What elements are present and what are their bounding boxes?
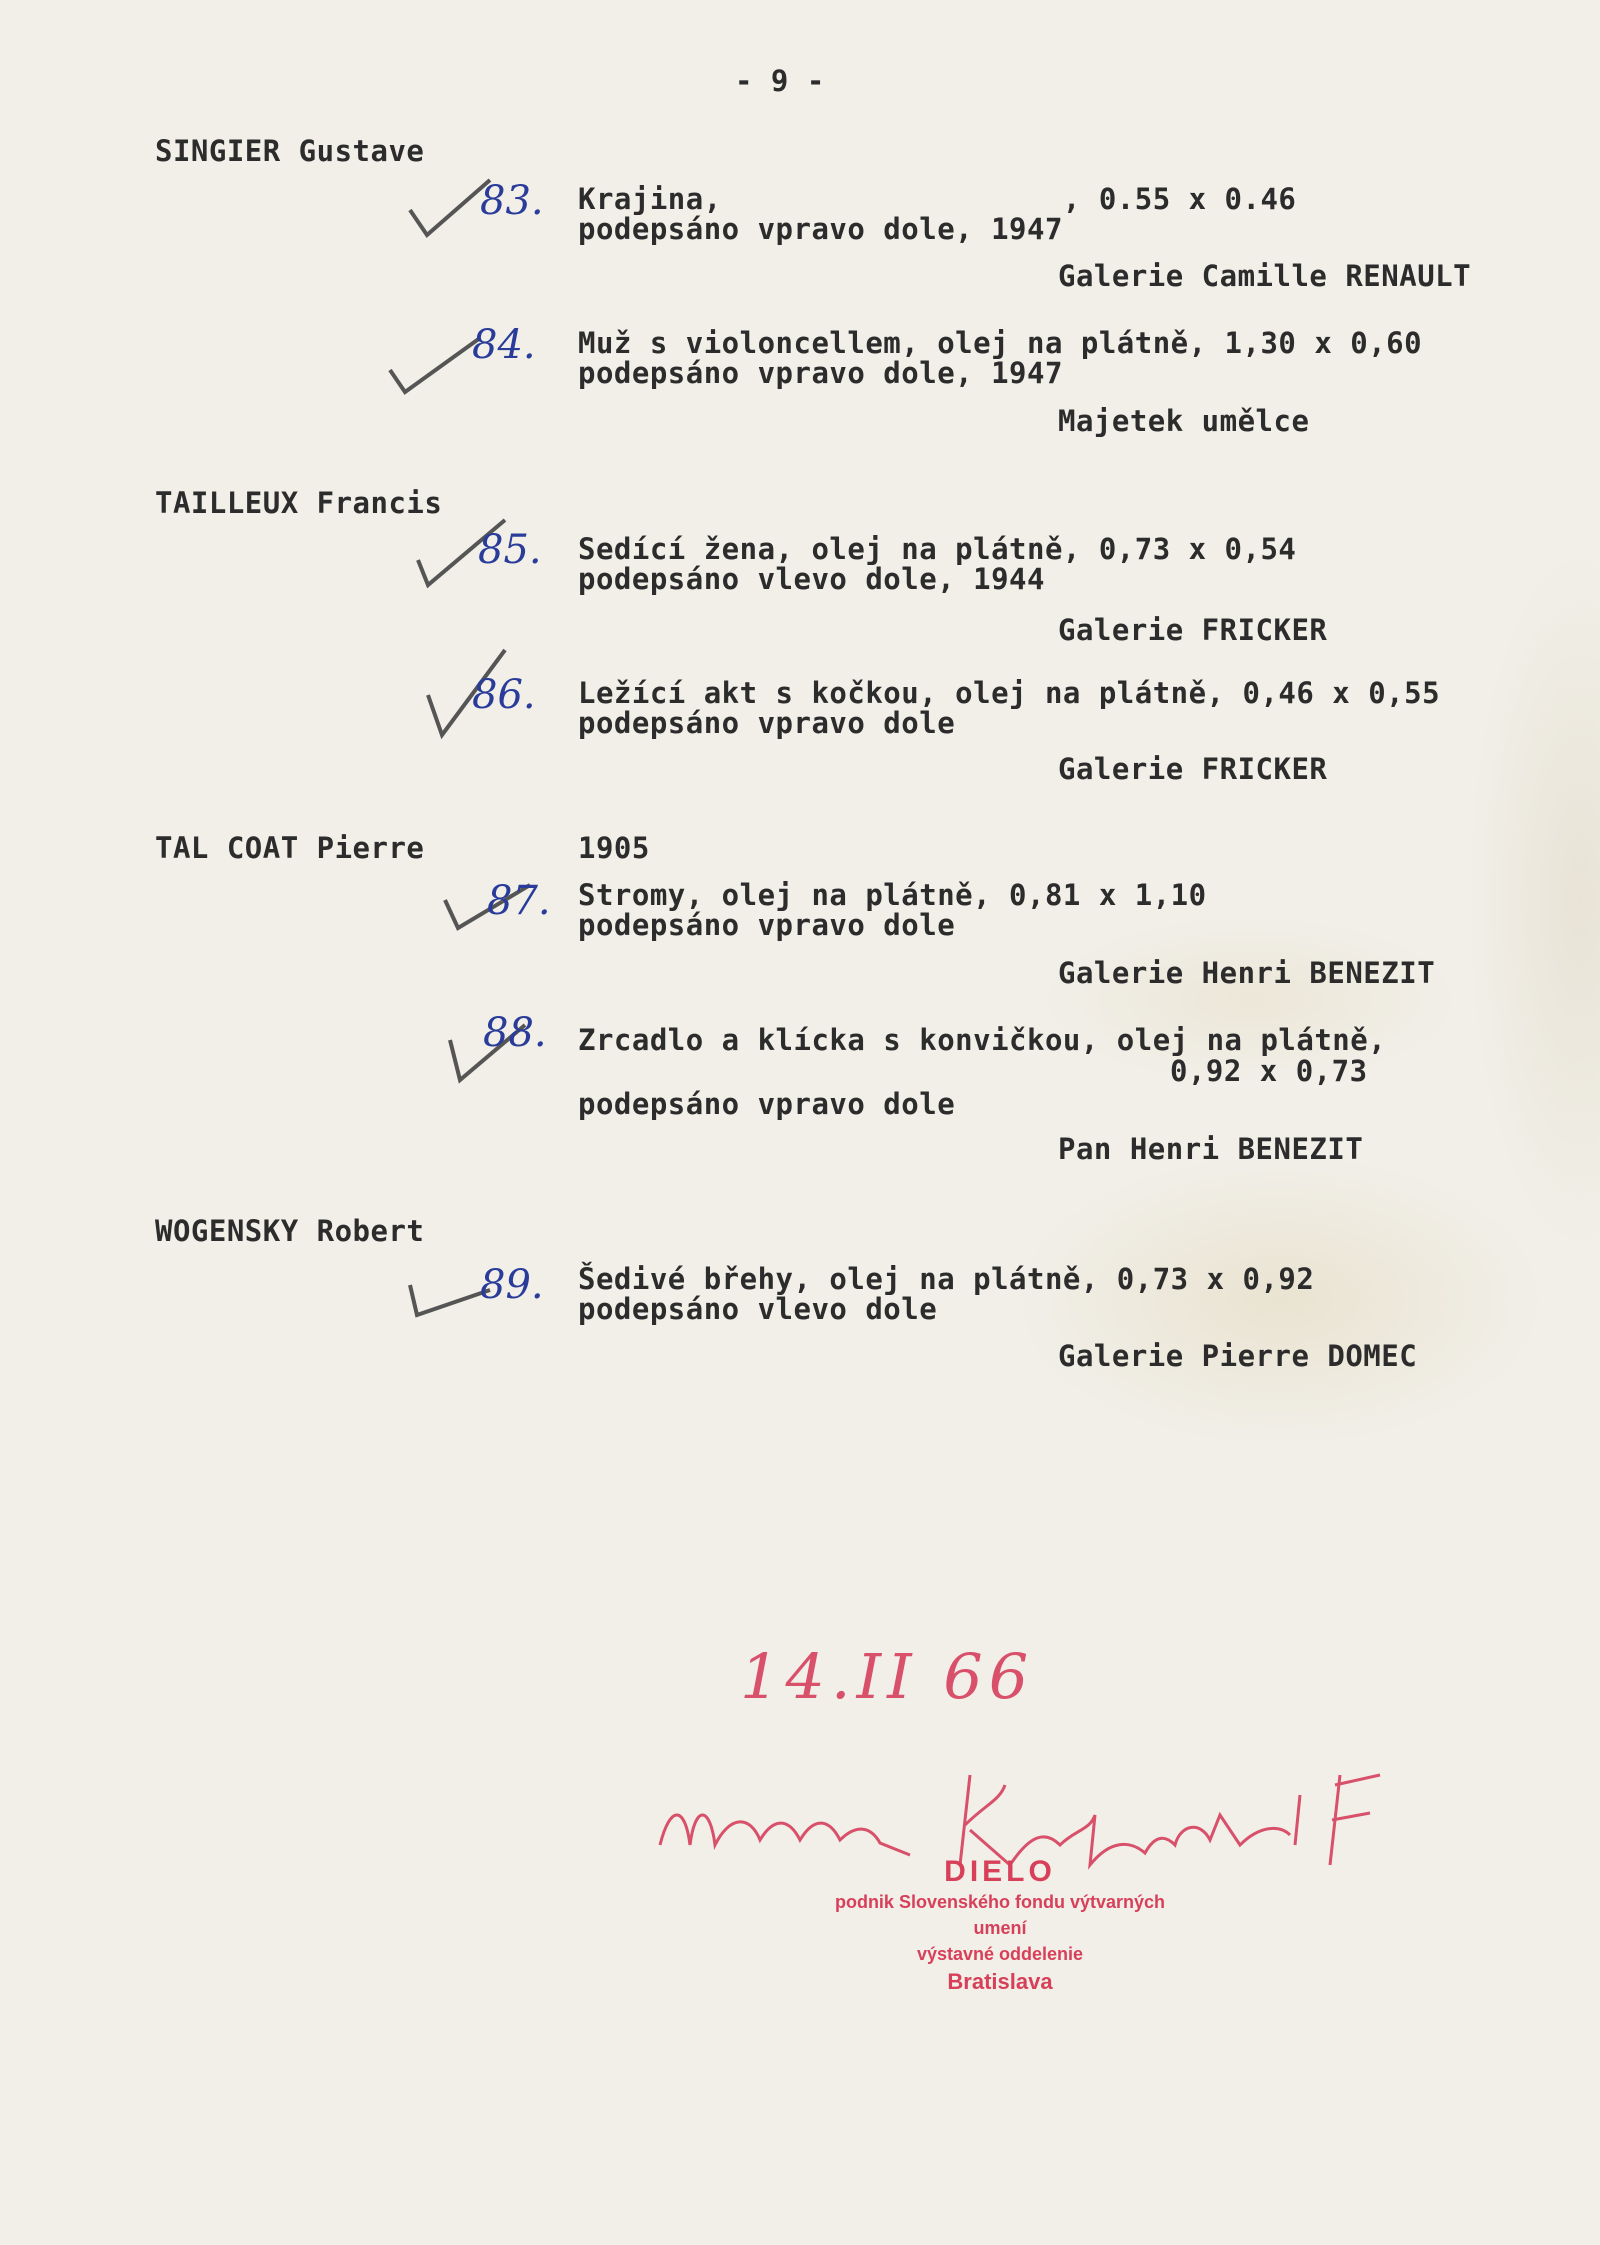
entry-signed: podepsáno vlevo dole	[578, 1292, 938, 1326]
entry-signed: podepsáno vpravo dole	[578, 1087, 956, 1121]
artist-name: TAILLEUX Francis	[155, 486, 443, 520]
artist-year: 1905	[578, 831, 650, 865]
check-mark-icon	[385, 330, 485, 400]
artist-name: SINGIER Gustave	[155, 134, 425, 168]
entry-title: Krajina, , 0.55 x 0.46	[578, 182, 1297, 216]
entry-number: 86.	[472, 672, 536, 718]
entry-number: 85.	[478, 527, 542, 573]
stamp-line: DIELO	[944, 1855, 1056, 1888]
entry-signed: podepsáno vpravo dole, 1947	[578, 356, 1063, 390]
entry-owner: Galerie Pierre DOMEC	[1058, 1339, 1418, 1373]
entry-signed: podepsáno vlevo dole, 1944	[578, 562, 1045, 596]
stamp-line: Bratislava	[947, 1969, 1053, 1994]
entry-number: 89.	[480, 1262, 544, 1308]
page-number: - 9 -	[735, 64, 825, 98]
entry-owner: Galerie Henri BENEZIT	[1058, 956, 1436, 990]
entry-number: 83.	[480, 178, 544, 224]
entry-owner: Galerie FRICKER	[1058, 752, 1328, 786]
entry-dimensions: 0,92 x 0,73	[1170, 1054, 1368, 1088]
artist-name: WOGENSKY Robert	[155, 1214, 425, 1248]
handwritten-date: 14.II 66	[740, 1640, 1035, 1713]
entry-owner: Majetek umělce	[1058, 404, 1310, 438]
entry-signed: podepsáno vpravo dole, 1947	[578, 212, 1063, 246]
entry-title: Zrcadlo a klícka s konvičkou, olej na plátně,	[578, 1023, 1387, 1057]
entry-owner: Pan Henri BENEZIT	[1058, 1132, 1364, 1166]
entry-title: Šedivé břehy, olej na plátně, 0,73 x 0,92	[578, 1262, 1315, 1296]
entry-title: Muž s violoncellem, olej na plátně, 1,30 x 0,60	[578, 326, 1423, 360]
entry-signed: podepsáno vpravo dole	[578, 706, 956, 740]
entry-owner: Galerie FRICKER	[1058, 613, 1328, 647]
entry-owner: Galerie Camille RENAULT	[1058, 259, 1472, 293]
artist-name: TAL COAT Pierre	[155, 831, 425, 865]
entry-signed: podepsáno vpravo dole	[578, 908, 956, 942]
organization-stamp	[740, 1855, 1260, 1997]
entry-title: Stromy, olej na plátně, 0,81 x 1,10	[578, 878, 1207, 912]
stamp-line: podnik Slovenského fondu výtvarných	[834, 1892, 1166, 1912]
entry-title: Ležící akt s kočkou, olej na plátně, 0,46 x 0,55	[578, 676, 1441, 710]
entry-number: 88.	[483, 1010, 547, 1056]
entry-title: Sedící žena, olej na plátně, 0,73 x 0,54	[578, 532, 1297, 566]
entry-number: 84.	[472, 322, 536, 368]
stamp-line: umení	[973, 1918, 1027, 1938]
entry-number: 87.	[487, 878, 551, 924]
stamp-line: výstavné oddelenie	[916, 1944, 1084, 1964]
